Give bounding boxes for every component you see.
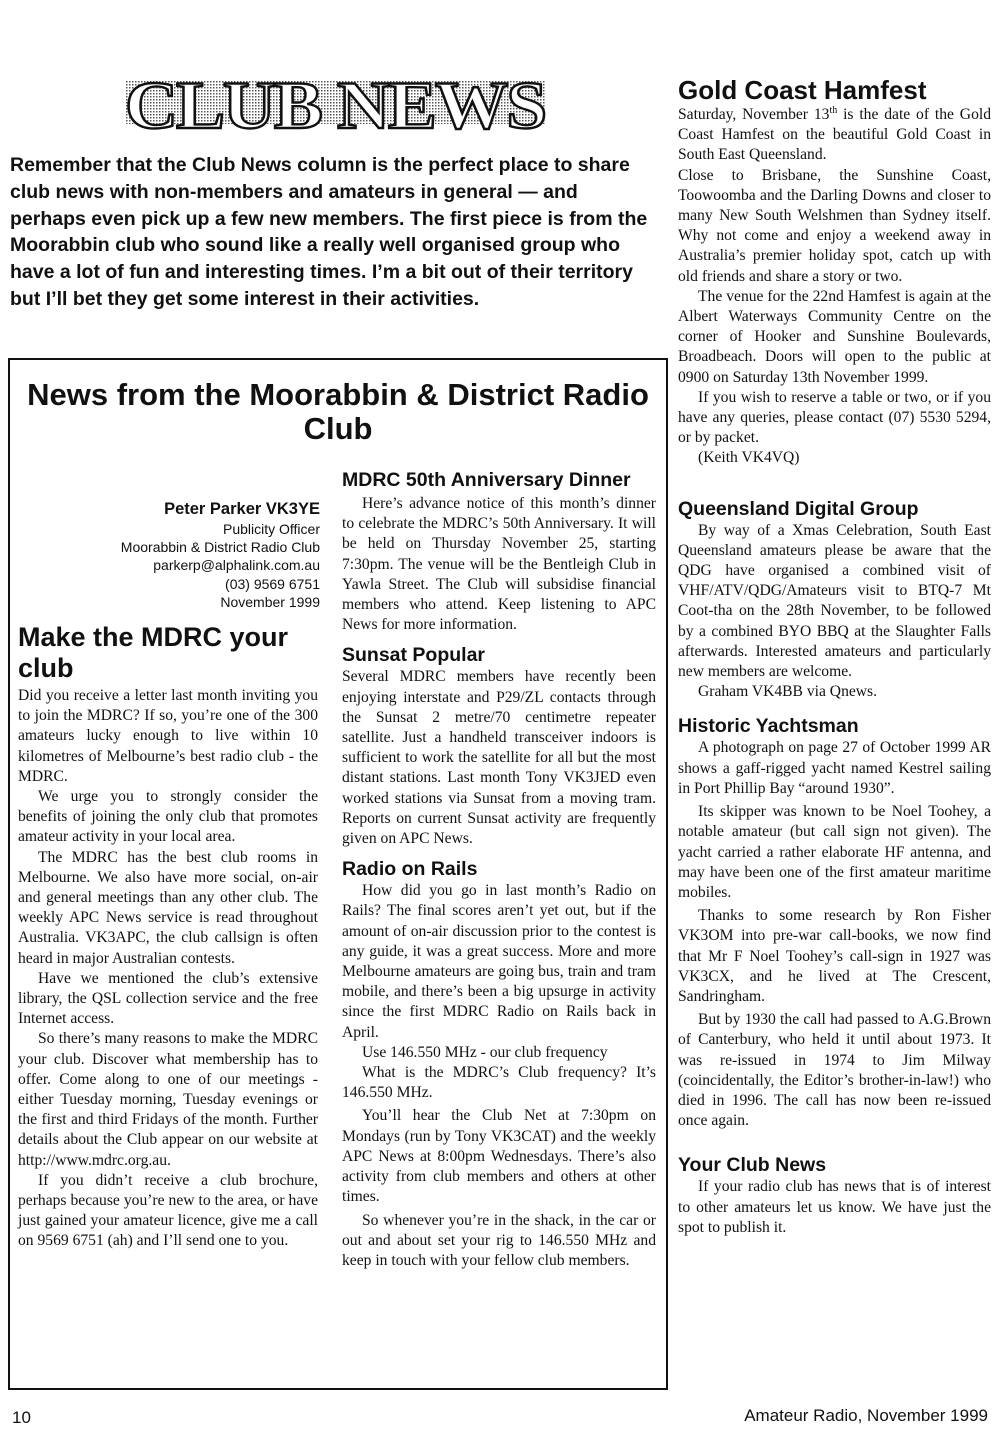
byline-role: Publicity Officer xyxy=(223,521,320,537)
hamfest-heading: Gold Coast Hamfest xyxy=(678,75,927,105)
make-mdrc-heading: Make the MDRC your club xyxy=(18,622,289,683)
paragraph: We urge you to strongly consider the benefits of joining the only club that promotes amateur activity in your local area. xyxy=(18,788,318,846)
byline-email: parkerp@alphalink.com.au xyxy=(153,557,320,574)
paragraph: By way of a Xmas Celebration, South East Queensland amateurs please be aware that the QDG have organised a combined visit of VHF/ATV/QDG/Amateurs visit to BTQ-7 Mt Coot-tha on the 28th November, to be followed by a combined BYO BBQ at the Slaughter Falls afterwards. Interested amateurs and particularly new members are welcome. xyxy=(678,521,991,681)
paragraph: If you didn’t receive a club brochure, perhaps because you’re new to the area, or have just gained your amateur licence, give me a call on 9569 6751 (ah) and I’ll send one to you. xyxy=(18,1171,318,1250)
masthead-title: CLUB NEWS xyxy=(125,67,545,138)
paragraph: Graham VK4BB via Qnews. xyxy=(698,683,878,701)
byline-date: November 1999 xyxy=(220,593,320,610)
paragraph: Its skipper was known to be Noel Toohey, a notable amateur (but call sign not given). The yacht carried a rather elaborate HF antenna, and may have been one of the first amateur maritime mobiles. xyxy=(678,803,991,901)
paragraph: Close to Brisbane, the Sunshine Coast, Toowoomba and the Darling Downs and closer to many New South Welshmen than Sydney itself. Why not come and enjoy a weekend away in Australia’s premier holiday spot, catch up with old friends and share a story or two. xyxy=(678,166,991,285)
paragraph xyxy=(678,105,991,166)
paragraph: If your radio club has news that is of interest to other amateurs let us know. We have just the spot to publish it. xyxy=(678,1178,991,1236)
paragraph: So there’s many reasons to make the MDRC your club. Discover what membership has to offer. Come along to one of our meetings -either Tuesday morning, Tuesday evenings or the first and third Fridays of the month. Further details about the Club appear on our website at http://www.mdrc.org.au. xyxy=(18,1030,318,1169)
paragraph: Several MDRC members have recently been enjoying interstate and P29/ZL contacts through the Sunsat 2 metre/70 centimetre repeater satellite. Just a handheld transceiver indoors is sufficient to work the satellite for all but the most distant stations. Last month Tony VK3JED even worked stations via Sunsat from a moving tram. Reports on current Sunsat activity are frequently given on APC News. xyxy=(342,668,656,848)
sunsat-heading: Sunsat Popular xyxy=(342,644,486,667)
paragraph: (Keith VK4VQ) xyxy=(698,449,800,467)
page-number: 10 xyxy=(12,1408,31,1427)
dinner-heading: MDRC 50th Anniversary Dinner xyxy=(342,469,631,491)
paragraph: Have we mentioned the club’s extensive library, the QSL collection service and the free Internet access. xyxy=(18,969,318,1028)
intro-paragraph: Remember that the Club News column is the perfect place to share club news with non-members and amateurs in general — and perhaps even pick up a few new members. The first piece is from the Moorabbin club who sound like a really well organised group who have a lot of fun and interesting times. I’m a bit out of their territory but I’ll bet they get some interest in their activities. xyxy=(10,154,648,310)
right-column xyxy=(678,75,991,1238)
byline-club: Moorabbin & District Radio Club xyxy=(120,539,320,556)
paragraph: What is the MDRC’s Club frequency? It’s 146.550 MHz. xyxy=(342,1064,656,1102)
club-news-masthead xyxy=(120,66,550,138)
paragraph: How did you go in last month’s Radio on Rails? The final scores aren’t yet out, but if the amount of on-air discussion prior to the contest is any guide, it was a great success. More and more Melbourne amateurs are going bus, train and tram mobile, and there’s been a big upsurge in activity since the first MDRC Radio on Rails back in April. xyxy=(342,882,656,1041)
article-title xyxy=(10,378,666,446)
paragraph: You’ll hear the Club Net at 7:30pm on Mondays (run by Tony VK3CAT) and the weekly APC News at 8:00pm Wednesdays. There’s also activity from club members and others at other times. xyxy=(342,1107,656,1206)
paragraph: The venue for the 22nd Hamfest is again at the Albert Waterways Community Centre on the corner of Hooker and Sunshine Boulevards, Broadbeach. Doors will open to the public at 0900 on Saturday 13th November 1999. xyxy=(678,287,991,386)
hamfest-p1-pre: Saturday, November 13 xyxy=(678,106,830,123)
byline xyxy=(10,498,320,611)
your-club-news-heading: Your Club News xyxy=(678,1154,827,1177)
paragraph: Did you receive a letter last month inviting you to join the MDRC? If so, you’re one of the 300 amateurs lucky enough to live within 10 kilometres of Melbourne’s best radio club - the MDRC. xyxy=(18,687,318,785)
paragraph: If you wish to reserve a table or two, or if you have any queries, please contact (07) 5530 5294, or by packet. xyxy=(678,388,991,447)
article-column-right xyxy=(342,468,656,1271)
yacht-heading: Historic Yachtsman xyxy=(678,715,859,738)
paragraph: So whenever you’re in the shack, in the car or out and about set your rig to 146.550 MHz and keep in touch with your fellow club members. xyxy=(342,1211,656,1269)
hamfest-p1-post: is the date of the Gold Coast Hamfest on the beautiful Gold Coast in South East Queensland. xyxy=(678,106,991,164)
paragraph: Use 146.550 MHz - our club frequency xyxy=(362,1043,608,1061)
hamfest-p1-sup: th xyxy=(829,104,838,116)
paragraph: A photograph on page 27 of October 1999 AR shows a gaff-rigged yacht named Kestrel sailing in Port Phillip Bay “around 1930”. xyxy=(678,739,991,797)
paragraph: Here’s advance notice of this month’s dinner to celebrate the MDRC’s 50th Anniversary. It will be held on Thursday November 25, starting 7:30pm. The venue will be the Bentleigh Club in Yawla Street. The Club will subsidise financial members who attend. Keep listening to APC News for more information. xyxy=(342,495,656,634)
paragraph: The MDRC has the best club rooms in Melbourne. We also have more social, on-air and general meetings than any other club. The weekly APC News service is read throughout Australia. VK3APC, the club callsign is often heard in major Australian contests. xyxy=(18,848,318,967)
rails-heading: Radio on Rails xyxy=(342,858,478,881)
qdg-heading: Queensland Digital Group xyxy=(678,497,919,520)
publication-footer: Amateur Radio, November 1999 xyxy=(744,1406,988,1425)
author-name: Peter Parker VK3YE xyxy=(164,500,320,518)
paragraph: But by 1930 the call had passed to A.G.Brown of Canterbury, who held it until about 1973. It was re-issued in 1974 to Jim Milway (coincidentally, the Editor’s brother-in-law!) who died in 1996. The call has now been re-issued once again. xyxy=(678,1011,991,1130)
article-title-text: News from the Moorabbin & District Radio Club xyxy=(27,377,649,446)
paragraph: Thanks to some research by Ron Fisher VK3OM into pre-war call-books, we now find that Mr F Noel Toohey’s call-sign in 1927 was VK3CX, and he lived at The Crescent, Sandringham. xyxy=(678,907,991,1005)
article-column-left xyxy=(18,622,318,1252)
byline-phone: (03) 9569 6751 xyxy=(225,575,320,592)
